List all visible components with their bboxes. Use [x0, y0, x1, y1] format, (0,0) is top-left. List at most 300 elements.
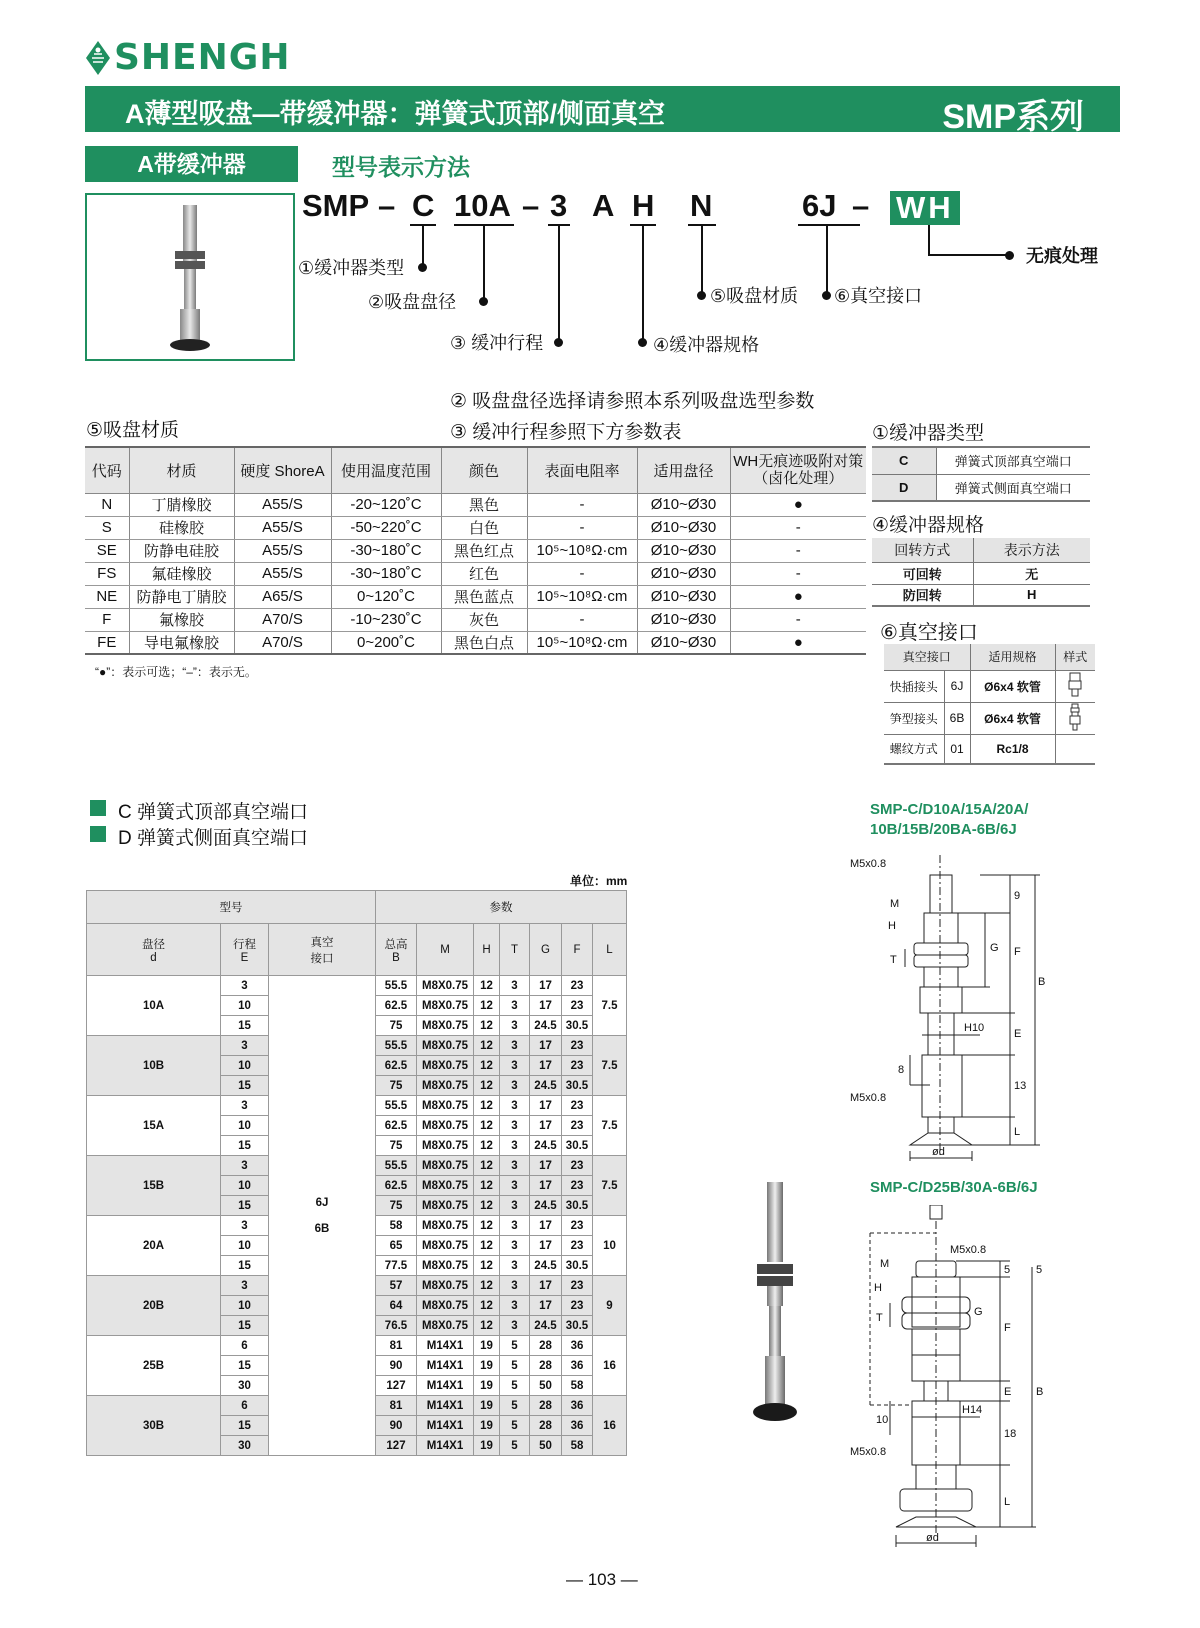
material-cell: 黑色蓝点 — [441, 585, 527, 608]
dim-f: F — [1004, 1322, 1011, 1334]
drawing-top-title-1: SMP-C/D10A/15A/20A/ — [870, 801, 1029, 818]
param-cell: 62.5 — [376, 1056, 417, 1076]
param-cell: 23 — [562, 1176, 593, 1196]
material-cell: 白色 — [441, 516, 527, 539]
dim-5b: 5 — [1036, 1264, 1043, 1276]
material-row — [85, 493, 866, 516]
stroke-value: 3 — [221, 1096, 269, 1116]
material-cell: - — [730, 539, 866, 562]
param-cell: 5 — [500, 1376, 530, 1396]
dim-m5: M5x0.8 — [850, 858, 887, 870]
dim-f: F — [1014, 946, 1021, 958]
param-cell: 19 — [474, 1396, 500, 1416]
param-cell: 81 — [376, 1396, 417, 1416]
port-spec: Rc1/8 — [970, 734, 1055, 764]
param-cell: 12 — [474, 1076, 500, 1096]
material-cell: 防静电硅胶 — [129, 539, 234, 562]
material-cell: 黑色 — [441, 493, 527, 516]
banner-title: A薄型吸盘—带缓冲器：弹簧式顶部/侧面真空 — [125, 99, 665, 129]
param-cell: 3 — [500, 1236, 530, 1256]
param-cell: M8X0.75 — [417, 996, 474, 1016]
col-code: 代码 — [85, 447, 129, 493]
param-cell: 17 — [530, 996, 562, 1016]
dim-5a: 5 — [1004, 1264, 1011, 1276]
material-row — [85, 608, 866, 631]
param-cell: 23 — [562, 1036, 593, 1056]
param-cell: 12 — [474, 1136, 500, 1156]
material-cell: A70/S — [234, 631, 331, 654]
material-cell: 氟橡胶 — [129, 608, 234, 631]
port-6j: 6J — [315, 1196, 329, 1209]
param-cell: 30.5 — [562, 1016, 593, 1036]
note-stroke: ③ 缓冲行程参照下方参数表 — [450, 422, 682, 443]
technical-drawing-bottom — [850, 1205, 1050, 1555]
param-cell: 57 — [376, 1276, 417, 1296]
pad-diameter: 20A — [87, 1216, 221, 1276]
material-cell: Ø10~Ø30 — [637, 585, 730, 608]
col-m: M — [417, 924, 474, 976]
param-cell: 127 — [376, 1436, 417, 1456]
param-cell: 55.5 — [376, 976, 417, 996]
param-cell: 36 — [562, 1416, 593, 1436]
col-hardness: 硬度 ShoreA — [234, 447, 331, 493]
param-cell: 12 — [474, 1176, 500, 1196]
dim-b: B — [1036, 1386, 1044, 1398]
buffer-spec-table — [872, 538, 1090, 607]
param-cell: 65 — [376, 1236, 417, 1256]
material-cell: A55/S — [234, 516, 331, 539]
pad-diameter: 25B — [87, 1336, 221, 1396]
param-cell: M14X1 — [417, 1336, 474, 1356]
material-footnote: “●”：表示可选；“–”：表示无。 — [95, 665, 257, 679]
material-cell: - — [527, 608, 637, 631]
stroke-value: 6 — [221, 1336, 269, 1356]
dim-t: T — [876, 1312, 883, 1324]
stroke-value: 15 — [221, 1016, 269, 1036]
stroke-value: 10 — [221, 1176, 269, 1196]
material-cell: S — [85, 516, 129, 539]
code-buffer-spec: H — [632, 188, 655, 223]
param-cell: 12 — [474, 1296, 500, 1316]
material-cell: A70/S — [234, 608, 331, 631]
param-cell: 75 — [376, 1196, 417, 1216]
param-cell: 17 — [530, 1216, 562, 1236]
param-cell: M8X0.75 — [417, 1036, 474, 1056]
param-cell: 3 — [500, 1216, 530, 1236]
drawing-bottom-title: SMP-C/D25B/30A-6B/6J — [870, 1179, 1038, 1196]
param-cell: 3 — [500, 976, 530, 996]
dim-e: E — [1004, 1386, 1012, 1398]
label-vacuum-port: ⑥真空接口 — [834, 286, 923, 306]
param-cell: 19 — [474, 1336, 500, 1356]
param-cell: 24.5 — [530, 1016, 562, 1036]
param-cell: 23 — [562, 1096, 593, 1116]
legend-d: D 弹簧式侧面真空端口 — [118, 828, 309, 849]
port-type: 螺纹方式 — [884, 734, 944, 764]
param-cell: M8X0.75 — [417, 1256, 474, 1276]
code-pad-diameter: 10A — [454, 188, 511, 223]
param-cell: 50 — [530, 1376, 562, 1396]
material-cell: FE — [85, 631, 129, 654]
group-params: 参数 — [376, 891, 627, 924]
param-cell: 12 — [474, 1036, 500, 1056]
code-buffer-type: C — [412, 188, 435, 223]
pad-diameter: 10B — [87, 1036, 221, 1096]
material-cell: - — [730, 608, 866, 631]
material-row — [85, 562, 866, 585]
label-pad-diameter: ②吸盘盘径 — [368, 292, 457, 312]
port-spec: Ø6x4 软管 — [970, 702, 1055, 734]
dim-b: B — [1038, 976, 1046, 988]
stroke-value: 3 — [221, 1156, 269, 1176]
param-cell: 12 — [474, 1116, 500, 1136]
material-cell: SE — [85, 539, 129, 562]
param-cell: 62.5 — [376, 1116, 417, 1136]
param-cell: 3 — [500, 1116, 530, 1136]
param-cell: M8X0.75 — [417, 1216, 474, 1236]
param-cell: 24.5 — [530, 1136, 562, 1156]
label-stroke: ③ 缓冲行程 — [450, 333, 544, 353]
l-value: 7.5 — [593, 1156, 627, 1216]
material-cell: -30~180˚C — [331, 539, 441, 562]
dim-d: ød — [932, 1146, 945, 1158]
logo-mark-icon — [86, 41, 110, 75]
param-cell: M8X0.75 — [417, 1096, 474, 1116]
dim-10: 10 — [876, 1414, 889, 1426]
spec-table — [86, 890, 627, 1456]
param-cell: 75 — [376, 1136, 417, 1156]
col-port-1: 真空 — [310, 936, 334, 949]
param-cell: M8X0.75 — [417, 976, 474, 996]
stroke-value: 15 — [221, 1316, 269, 1336]
dim-h14: H14 — [962, 1404, 983, 1416]
param-cell: 23 — [562, 1156, 593, 1176]
l-value: 7.5 — [593, 976, 627, 1036]
material-cell: - — [730, 562, 866, 585]
rotation-code: H — [973, 584, 1090, 606]
param-cell: 23 — [562, 976, 593, 996]
param-cell: 3 — [500, 1176, 530, 1196]
param-cell: 28 — [530, 1336, 562, 1356]
dim-8: 8 — [898, 1064, 905, 1076]
code-stroke: 3 — [550, 188, 568, 223]
param-cell: 55.5 — [376, 1156, 417, 1176]
buffer-spec-title: ④缓冲器规格 — [872, 515, 985, 536]
material-cell: 0~200˚C — [331, 631, 441, 654]
col-d — [87, 924, 221, 976]
param-cell: 3 — [500, 1316, 530, 1336]
dim-h: H — [874, 1282, 882, 1294]
series-name: SMP系列 — [942, 98, 1084, 136]
param-cell: M8X0.75 — [417, 1116, 474, 1136]
param-cell: 3 — [500, 1156, 530, 1176]
material-row — [85, 585, 866, 608]
technical-drawing-top — [850, 855, 1050, 1165]
param-cell: 5 — [500, 1356, 530, 1376]
port-code: 6J — [944, 670, 970, 702]
param-cell: 24.5 — [530, 1196, 562, 1216]
stroke-value: 15 — [221, 1076, 269, 1096]
param-cell: 75 — [376, 1076, 417, 1096]
col-resistivity: 表面电阻率 — [527, 447, 637, 493]
param-cell: 36 — [562, 1356, 593, 1376]
l-value: 9 — [593, 1276, 627, 1336]
quick-fitting-icon — [1055, 670, 1095, 702]
legend-marker — [90, 826, 106, 842]
product-photo-large — [745, 1180, 805, 1440]
l-value: 16 — [593, 1336, 627, 1396]
param-cell: M8X0.75 — [417, 1236, 474, 1256]
barb-fitting-icon — [1055, 702, 1095, 734]
param-cell: 12 — [474, 996, 500, 1016]
material-cell: 红色 — [441, 562, 527, 585]
param-cell: 30.5 — [562, 1136, 593, 1156]
material-cell: -30~180˚C — [331, 562, 441, 585]
material-table — [85, 446, 866, 655]
param-cell: 12 — [474, 1276, 500, 1296]
stroke-value: 6 — [221, 1396, 269, 1416]
unit-label: 单位：mm — [570, 874, 628, 888]
material-cell: ● — [730, 585, 866, 608]
col-spec: 适用规格 — [970, 644, 1055, 670]
param-cell: M14X1 — [417, 1396, 474, 1416]
material-cell: ● — [730, 631, 866, 654]
port-spec: Ø6x4 软管 — [970, 670, 1055, 702]
param-cell: 3 — [500, 1136, 530, 1156]
col-t: T — [500, 924, 530, 976]
section-tab: A带缓冲器 — [85, 146, 298, 182]
param-cell: 17 — [530, 1176, 562, 1196]
stroke-value: 10 — [221, 1236, 269, 1256]
col-notation: 表示方法 — [973, 538, 1090, 562]
param-cell: 12 — [474, 1236, 500, 1256]
pad-diameter: 15A — [87, 1096, 221, 1156]
dim-m: M — [890, 898, 900, 910]
stroke-value: 10 — [221, 1296, 269, 1316]
dim-m: M — [880, 1258, 890, 1270]
param-cell: 76.5 — [376, 1316, 417, 1336]
param-cell: 23 — [562, 1276, 593, 1296]
stroke-value: 15 — [221, 1136, 269, 1156]
legend-c: C 弹簧式顶部真空端口 — [118, 802, 309, 823]
param-cell: M14X1 — [417, 1356, 474, 1376]
material-title: ⑤吸盘材质 — [86, 420, 180, 441]
stroke-value: 10 — [221, 1056, 269, 1076]
col-f: F — [562, 924, 593, 976]
dim-m5-side: M5x0.8 — [850, 1446, 887, 1458]
dim-18: 18 — [1004, 1428, 1017, 1440]
material-cell: Ø10~Ø30 — [637, 493, 730, 516]
dim-g: G — [990, 942, 999, 954]
param-cell: 3 — [500, 1196, 530, 1216]
col-style: 样式 — [1055, 644, 1095, 670]
material-cell: Ø10~Ø30 — [637, 631, 730, 654]
product-photo — [85, 193, 295, 361]
param-cell: 3 — [500, 1016, 530, 1036]
material-cell: 丁腈橡胶 — [129, 493, 234, 516]
material-cell: Ø10~Ø30 — [637, 516, 730, 539]
param-cell: 17 — [530, 976, 562, 996]
dim-g: G — [974, 1306, 983, 1318]
param-cell: 75 — [376, 1016, 417, 1036]
col-port: 真空接口 — [884, 644, 970, 670]
param-cell: 12 — [474, 1016, 500, 1036]
param-cell: M8X0.75 — [417, 1176, 474, 1196]
drawing-top-title-2: 10B/15B/20BA-6B/6J — [870, 821, 1017, 838]
code-dash: – — [378, 188, 396, 223]
brand-name: SHENGH — [114, 37, 291, 78]
param-cell: 19 — [474, 1356, 500, 1376]
param-cell: 30.5 — [562, 1076, 593, 1096]
dim-m5: M5x0.8 — [950, 1244, 987, 1256]
param-cell: 23 — [562, 1116, 593, 1136]
param-cell: 5 — [500, 1416, 530, 1436]
param-cell: 3 — [500, 1276, 530, 1296]
param-cell: 24.5 — [530, 1076, 562, 1096]
param-cell: 12 — [474, 1256, 500, 1276]
col-color: 颜色 — [441, 447, 527, 493]
col-rotation: 回转方式 — [872, 538, 973, 562]
param-cell: 17 — [530, 1236, 562, 1256]
col-wh-line1: WH无痕迹吸附对策 — [733, 453, 864, 471]
param-cell: 28 — [530, 1396, 562, 1416]
param-cell: 90 — [376, 1416, 417, 1436]
param-cell: 12 — [474, 1056, 500, 1076]
spec-row — [87, 976, 627, 996]
param-cell: 19 — [474, 1436, 500, 1456]
param-cell: 19 — [474, 1376, 500, 1396]
material-cell: 防静电丁腈胶 — [129, 585, 234, 608]
port-type: 笋型接头 — [884, 702, 944, 734]
param-cell: 62.5 — [376, 996, 417, 1016]
l-value: 16 — [593, 1396, 627, 1456]
group-model: 型号 — [87, 891, 376, 924]
col-material: 材质 — [129, 447, 234, 493]
param-cell: 24.5 — [530, 1256, 562, 1276]
param-cell: 58 — [562, 1436, 593, 1456]
dim-l: L — [1004, 1496, 1011, 1508]
param-cell: M14X1 — [417, 1376, 474, 1396]
param-cell: 77.5 — [376, 1256, 417, 1276]
param-cell: 90 — [376, 1356, 417, 1376]
param-cell: 81 — [376, 1336, 417, 1356]
code-wh: WH — [890, 191, 960, 225]
param-cell: 17 — [530, 1156, 562, 1176]
col-g: G — [530, 924, 562, 976]
material-cell: -10~230˚C — [331, 608, 441, 631]
port-code: 6B — [944, 702, 970, 734]
param-cell: 17 — [530, 1296, 562, 1316]
param-cell: M8X0.75 — [417, 1196, 474, 1216]
param-cell: M8X0.75 — [417, 1056, 474, 1076]
param-cell: 3 — [500, 1056, 530, 1076]
buffer-desc: 弹簧式侧面真空端口 — [936, 474, 1090, 501]
material-cell: - — [527, 562, 637, 585]
material-cell: -20~120˚C — [331, 493, 441, 516]
material-cell: 10⁵~10⁸Ω·cm — [527, 585, 637, 608]
material-cell: 硅橡胶 — [129, 516, 234, 539]
material-cell: Ø10~Ø30 — [637, 539, 730, 562]
stroke-value: 10 — [221, 1116, 269, 1136]
param-cell: M14X1 — [417, 1416, 474, 1436]
stroke-value: 3 — [221, 1276, 269, 1296]
material-cell: 黑色红点 — [441, 539, 527, 562]
param-cell: 12 — [474, 1316, 500, 1336]
param-cell: M8X0.75 — [417, 1316, 474, 1336]
col-wh — [730, 447, 866, 493]
material-cell: NE — [85, 585, 129, 608]
param-cell: 5 — [500, 1436, 530, 1456]
param-cell: 28 — [530, 1416, 562, 1436]
col-diameter: 适用盘径 — [637, 447, 730, 493]
param-cell: 5 — [500, 1336, 530, 1356]
col-e-cn: 行程 — [233, 938, 256, 951]
param-cell: 12 — [474, 1156, 500, 1176]
dim-h10: H10 — [964, 1022, 985, 1034]
stroke-value: 3 — [221, 1216, 269, 1236]
stroke-value: 15 — [221, 1256, 269, 1276]
dim-e: E — [1014, 1028, 1022, 1040]
dim-d: ød — [926, 1532, 939, 1544]
col-l: L — [593, 924, 627, 976]
param-cell: 17 — [530, 1056, 562, 1076]
label-buffer-spec: ④缓冲器规格 — [653, 335, 760, 355]
param-cell: 17 — [530, 1276, 562, 1296]
l-value: 7.5 — [593, 1036, 627, 1096]
port-6b: 6B — [314, 1222, 330, 1235]
page-number: — 103 — — [566, 1570, 638, 1589]
col-e-sym: E — [240, 951, 249, 964]
code-dash: – — [522, 188, 540, 223]
stroke-value: 15 — [221, 1356, 269, 1376]
param-cell: M14X1 — [417, 1436, 474, 1456]
label-no-mark: 无痕处理 — [1026, 246, 1098, 266]
label-pad-material: ⑤吸盘材质 — [710, 286, 799, 306]
port-code: 01 — [944, 734, 970, 764]
param-cell: 3 — [500, 1096, 530, 1116]
col-wh-line2: （卤化处理） — [753, 470, 844, 488]
stroke-value: 3 — [221, 1036, 269, 1056]
param-cell: 64 — [376, 1296, 417, 1316]
material-cell: 10⁵~10⁸Ω·cm — [527, 631, 637, 654]
material-cell: ● — [730, 493, 866, 516]
material-row — [85, 539, 866, 562]
param-cell: 24.5 — [530, 1316, 562, 1336]
param-cell: 12 — [474, 1216, 500, 1236]
param-cell: M8X0.75 — [417, 1276, 474, 1296]
col-d-sym: d — [150, 951, 157, 964]
param-cell: 23 — [562, 1236, 593, 1256]
brand-logo — [86, 37, 291, 78]
rotation-mode: 可回转 — [872, 562, 973, 584]
param-cell: 12 — [474, 1196, 500, 1216]
param-cell: 50 — [530, 1436, 562, 1456]
param-cell: 3 — [500, 1076, 530, 1096]
col-h: H — [474, 924, 500, 976]
param-cell: 127 — [376, 1376, 417, 1396]
param-cell: 23 — [562, 1216, 593, 1236]
param-cell: 5 — [500, 1396, 530, 1416]
col-e — [221, 924, 269, 976]
param-cell: 3 — [500, 1296, 530, 1316]
param-cell: 23 — [562, 1296, 593, 1316]
col-b-sym: B — [392, 951, 400, 964]
col-port-2: 接口 — [310, 952, 334, 965]
material-row — [85, 516, 866, 539]
param-cell: 55.5 — [376, 1036, 417, 1056]
stroke-value: 30 — [221, 1436, 269, 1456]
dim-l: L — [1014, 1126, 1021, 1138]
